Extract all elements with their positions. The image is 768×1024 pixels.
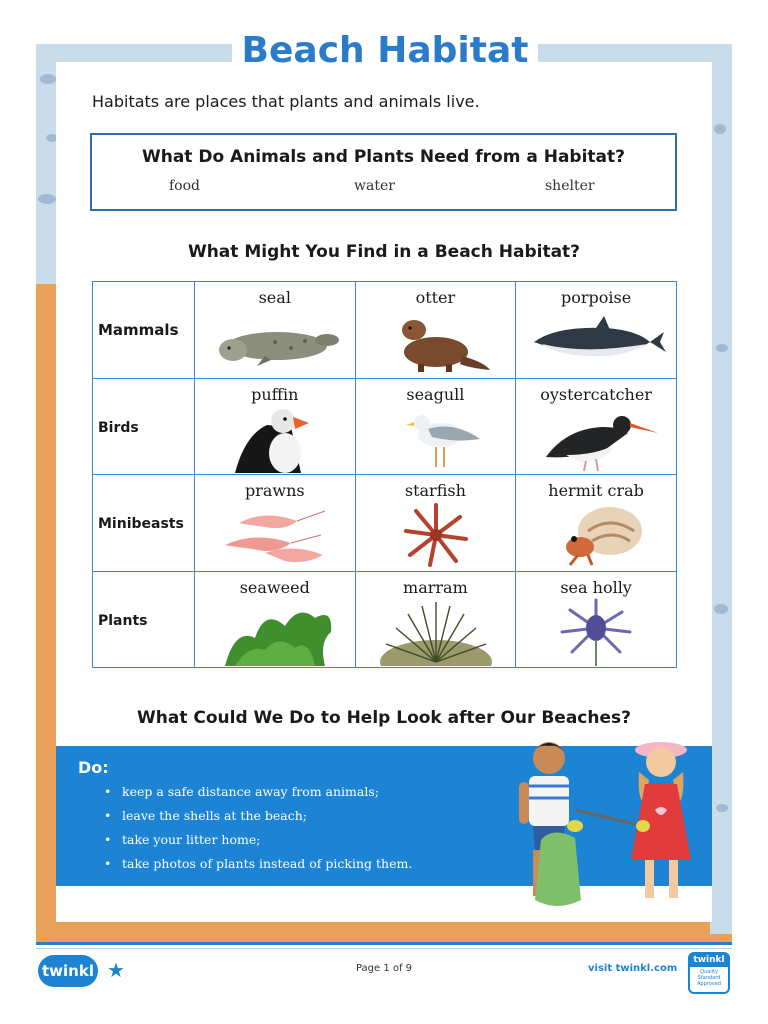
- title-box: [232, 24, 538, 78]
- table-row-plants: [93, 571, 677, 668]
- badge-text: Quality Standard Approved: [697, 969, 721, 987]
- seagull-picture: [366, 405, 507, 473]
- otter-picture: [366, 308, 507, 376]
- item-cell-seagull: [355, 378, 516, 475]
- item-name: oystercatcher: [540, 384, 652, 404]
- marram-picture: [366, 598, 507, 666]
- category-label: Mammals: [98, 321, 179, 340]
- ripple: [716, 344, 728, 352]
- list-item: • leave the shells at the beach;: [104, 807, 412, 831]
- category-cell: [93, 282, 195, 379]
- hermit-crab-picture: [526, 501, 667, 569]
- item-name: porpoise: [560, 288, 632, 307]
- item-name: sea holly: [560, 577, 632, 597]
- item-name: seaweed: [239, 577, 310, 597]
- item-name: marram: [403, 577, 468, 597]
- ripple: [714, 124, 726, 134]
- water-edge-right: [710, 54, 732, 934]
- quality-badge: [688, 952, 730, 994]
- twinkl-logo[interactable]: twinkl: [38, 955, 98, 987]
- sea-holly-picture: [526, 598, 667, 666]
- table-row-birds: [93, 378, 677, 475]
- help-heading: What Could We Do to Help Look after Our Beaches?: [137, 708, 631, 728]
- visit-link[interactable]: visit twinkl.com: [588, 963, 678, 974]
- need-water: water: [354, 178, 395, 194]
- list-item: • take your litter home;: [104, 831, 412, 855]
- oystercatcher-picture: [526, 405, 667, 473]
- item-name: puffin: [251, 384, 299, 404]
- table-row-mammals: [93, 282, 677, 379]
- table-row-minibeasts: [93, 475, 677, 572]
- item-name: starfish: [404, 481, 466, 500]
- item-cell-sea-holly: [516, 571, 677, 668]
- seaweed-picture: [205, 598, 346, 666]
- item-name: seagull: [406, 384, 465, 404]
- footer-rule: [36, 942, 732, 945]
- children-litter-picking-illustration: [505, 730, 705, 915]
- need-shelter: shelter: [545, 178, 595, 194]
- porpoise-picture: [526, 308, 667, 376]
- item-cell-otter: [355, 282, 516, 379]
- need-food: food: [169, 178, 201, 194]
- category-cell: [93, 378, 195, 475]
- needs-title: What Do Animals and Plants Need from a Habitat?: [141, 147, 626, 167]
- seal-picture: [205, 308, 346, 376]
- habitat-table: [92, 281, 677, 668]
- do-list: [104, 783, 412, 879]
- item-name: prawns: [244, 481, 305, 500]
- item-cell-marram: [355, 571, 516, 668]
- category-label: Plants: [98, 612, 148, 629]
- do-label: Do:: [78, 758, 109, 777]
- page-number: Page 1 of 9: [355, 963, 413, 974]
- category-label: Minibeasts: [98, 516, 184, 533]
- item-cell-seaweed: [194, 571, 355, 668]
- item-cell-oystercatcher: [516, 378, 677, 475]
- item-cell-starfish: [355, 475, 516, 572]
- item-cell-porpoise: [516, 282, 677, 379]
- intro-text: Habitats are places that plants and animals live.: [92, 92, 480, 111]
- item-cell-prawns: [194, 475, 355, 572]
- footer-rule-light: [36, 948, 732, 949]
- ripple: [38, 194, 56, 204]
- badge-logo: twinkl: [690, 954, 728, 967]
- item-cell-hermit-crab: [516, 475, 677, 572]
- item-cell-puffin: [194, 378, 355, 475]
- starfish-picture: [366, 501, 507, 569]
- category-cell: [93, 571, 195, 668]
- item-name: seal: [258, 288, 291, 307]
- list-item: • take photos of plants instead of picking them.: [104, 855, 412, 879]
- category-cell: [93, 475, 195, 572]
- star-icon[interactable]: ★: [107, 958, 125, 982]
- item-cell-seal: [194, 282, 355, 379]
- item-name: hermit crab: [548, 481, 644, 500]
- ripple: [716, 804, 728, 812]
- ripple: [714, 604, 728, 614]
- list-item: • keep a safe distance away from animals;: [104, 783, 412, 807]
- prawns-picture: [205, 501, 346, 569]
- find-heading: What Might You Find in a Beach Habitat?: [187, 242, 581, 262]
- page-title: Beach Habitat: [241, 30, 529, 71]
- ripple: [40, 74, 56, 84]
- needs-box: [90, 133, 677, 211]
- puffin-picture: [205, 405, 346, 473]
- item-name: otter: [415, 288, 456, 307]
- category-label: Birds: [98, 419, 139, 436]
